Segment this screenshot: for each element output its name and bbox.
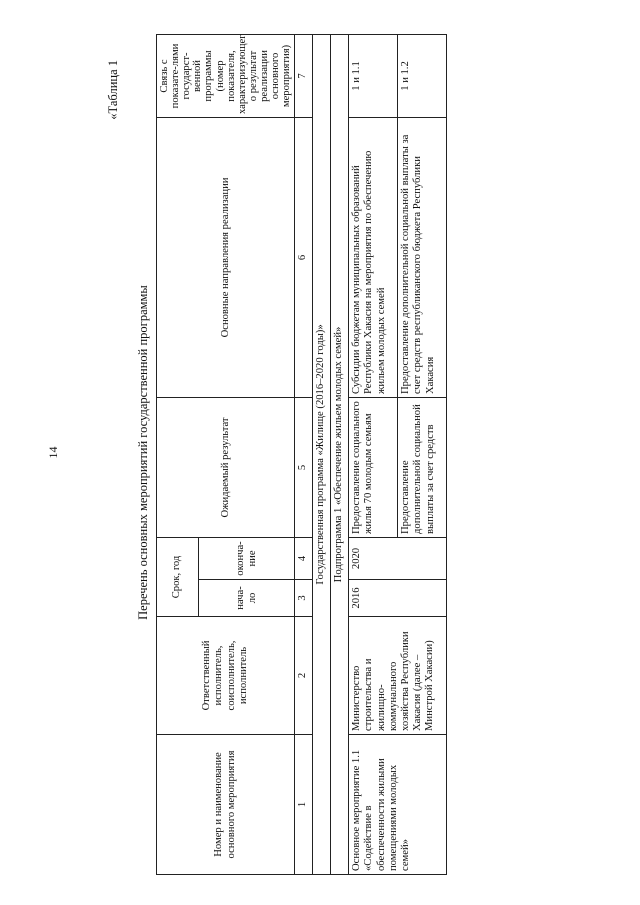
table-caption: Перечень основных мероприятий государственной программы [136, 285, 150, 620]
indicator-link: 1 и 1.1 [349, 34, 398, 117]
implementation-direction: Предоставление дополнительной социальной выплаты за счет средств республиканского бюджета Республики Хакасия [398, 117, 447, 397]
header-col-2: Ответственный исполнитель, соисполнитель, исполнитель [157, 617, 295, 735]
subprogram-title: Подпрограмма 1 «Обеспечение жильем молодых семей» [331, 34, 349, 874]
program-row [313, 34, 331, 874]
header-col-4: оконча-ние [199, 537, 295, 579]
column-number: 3 [295, 580, 313, 617]
activity-end: 2020 [349, 537, 447, 579]
subprogram-row [331, 34, 349, 874]
header-col-3: нача-ло [199, 580, 295, 617]
activity-start: 2016 [349, 580, 447, 617]
activity-executor: Министерство строительства и жилищно-коммунального хозяйства Республики Хакасия (далее – Минстрой Хакасии) [349, 617, 447, 735]
header-term: Срок, год [157, 537, 199, 616]
header-col-1: Номер и наименование основного мероприятия [157, 735, 295, 875]
column-number: 4 [295, 537, 313, 579]
expected-result: Предоставление социального жилья 70 молодым семьям [349, 397, 398, 537]
column-number: 5 [295, 397, 313, 537]
column-number: 1 [295, 735, 313, 875]
column-number: 2 [295, 617, 313, 735]
column-number-row [295, 34, 313, 874]
header-col-7: Связь с показате-лями государст-венной программы (номер показателя, характеризующег о результат реализации основного мероприятия) [157, 34, 295, 117]
activities-table [156, 34, 447, 875]
column-number: 7 [295, 34, 313, 117]
indicator-link: 1 и 1.2 [398, 34, 447, 117]
page-number: 14 [46, 446, 60, 459]
column-number: 6 [295, 117, 313, 397]
implementation-direction: Субсидии бюджетам муниципальных образований Республики Хакасия на мероприятия по обеспечению жильем молодых семей [349, 117, 398, 397]
table-label: «Таблица 1 [106, 60, 120, 120]
expected-result: Предоставление дополнительной социальной выплаты за счет средств [398, 397, 447, 537]
activity-row-1 [349, 34, 398, 874]
header-col-6: Основные направления реализации [157, 117, 295, 397]
header-col-5: Ожидаемый результат [157, 397, 295, 537]
program-title: Государственная программа «Жилище (2016–2020 годы)» [313, 34, 331, 874]
header-row-1 [157, 34, 199, 874]
activity-name: Основное мероприятие 1.1 «Содействие в обеспеченности жилыми помещениями молодых семей» [349, 735, 447, 875]
